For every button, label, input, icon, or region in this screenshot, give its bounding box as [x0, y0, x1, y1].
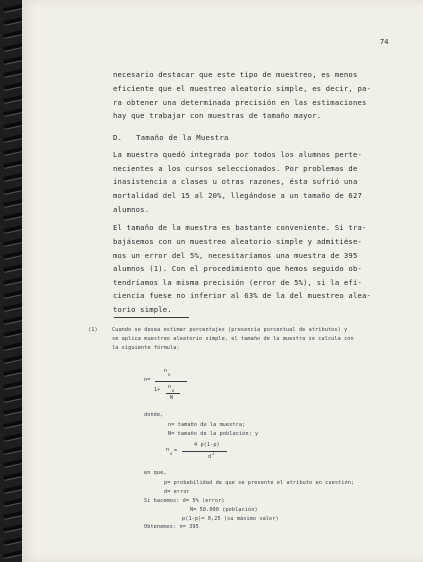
spiral-coil — [3, 498, 23, 506]
paragraph-2-line-3: inasistencia a clases u otras razones, ésta sufrió una — [113, 177, 358, 186]
paragraph-3-line-4: alumnos (1). Con el procedimiento que hemos seguido ob- — [113, 264, 362, 273]
document-page — [22, 0, 423, 562]
spiral-coil — [3, 56, 23, 64]
footnote-line-1: Cuando se desea estimar porcentajes (presencia porcentual de atributos) y — [112, 327, 348, 333]
paragraph-2-line-5: alumnos. — [113, 205, 150, 214]
spiral-coil — [3, 550, 23, 558]
spiral-coil — [3, 186, 23, 194]
section-heading: D. Tamaño de la Muestra — [113, 133, 229, 142]
spiral-coil — [3, 537, 23, 545]
spiral-coil — [3, 4, 23, 12]
footnote-rule — [114, 317, 189, 318]
formula-denominator-subscript: o — [172, 388, 175, 393]
spiral-coil — [3, 446, 23, 454]
spiral-coil — [3, 17, 23, 25]
spiral-coil — [3, 225, 23, 233]
spiral-coil — [3, 238, 23, 246]
spiral-coil — [3, 30, 23, 38]
spiral-coil — [3, 290, 23, 298]
definition-d: d= error — [164, 489, 190, 495]
formula-fraction-bar — [155, 381, 187, 382]
paragraph-3-line-6: ciencia fuese no inferior al 63% de la del muestreo alea- — [113, 291, 372, 300]
paragraph-3-line-2: bajásemos con un muestreo aleatorio simple y admitiése- — [113, 237, 362, 246]
n0-denominator: d — [208, 454, 212, 460]
definition-p: p= probabilidad de que se presente el atributo en cuestión; — [164, 480, 355, 486]
spiral-coil — [3, 381, 23, 389]
paragraph-1-line-2: eficiente que el muestreo aleatorio simple, es decir, pa- — [113, 84, 372, 93]
spiral-coil — [3, 329, 23, 337]
result-line: Obtenemos: n= 395 — [144, 524, 199, 530]
spiral-coil — [3, 485, 23, 493]
spiral-coil — [3, 147, 23, 155]
footnote-line-2: se aplica muestreo aleatorio simple, el tamaño de la muestra se calcula con — [112, 336, 354, 342]
n0-lhs: n — [166, 447, 170, 453]
spiral-coil — [3, 160, 23, 168]
spiral-coil — [3, 43, 23, 51]
spiral-coil — [3, 368, 23, 376]
n0-equals: = — [174, 448, 178, 454]
spiral-coil — [3, 251, 23, 259]
footnote-line-3: la siguiente fórmula: — [112, 345, 180, 351]
spiral-coil — [3, 121, 23, 129]
spiral-coil — [3, 173, 23, 181]
page-number: 74 — [380, 38, 389, 46]
spiral-coil — [3, 303, 23, 311]
footnote-marker: (1) — [88, 327, 98, 333]
spiral-coil — [3, 212, 23, 220]
en-que-label: en que, — [144, 470, 167, 476]
n0-denominator-superscript: 2 — [212, 451, 215, 456]
paragraph-1-line-4: hay que trabajar con muestras de tamaño mayor. — [113, 111, 322, 120]
spiral-coil — [3, 420, 23, 428]
formula-denominator-one-plus: 1+ — [154, 387, 161, 393]
formula-lhs: n= — [144, 377, 151, 383]
paragraph-3-line-7: torio simple. — [113, 305, 172, 314]
paragraph-2-line-1: La muestra quedó integrada por todos los alumnos perte- — [113, 150, 362, 159]
spiral-coil — [3, 459, 23, 467]
spiral-coil — [3, 524, 23, 532]
spiral-binding — [0, 0, 24, 562]
formula-numerator: n — [164, 368, 168, 374]
paragraph-1-line-3: ra obtener una determinada precisión en las estimaciones — [113, 98, 367, 107]
spiral-coil — [3, 472, 23, 480]
spiral-coil — [3, 134, 23, 142]
paragraph-3-line-5: tendríamos la misma precisión (error de 5%), si la efi- — [113, 278, 362, 287]
spiral-coil — [3, 95, 23, 103]
paragraph-1-line-1: necesario destacar que este tipo de muestreo, es menos — [113, 70, 358, 79]
n0-fraction-bar — [182, 451, 227, 452]
p-value: p(1-p)= 0,25 (su máximo valor) — [182, 516, 279, 522]
si-hacemos-line: Si hacemos: d= 5% (error) — [144, 498, 225, 504]
formula-denominator-N: N — [170, 395, 174, 401]
spiral-coil — [3, 277, 23, 285]
formula-denominator-n: n — [168, 384, 172, 390]
paragraph-3-line-3: mos un error del 5%, necesitaríamos una muestra de 395 — [113, 251, 358, 260]
spiral-coil — [3, 82, 23, 90]
paragraph-2-line-4: mortalidad del 15 al 20%, llegándose a un tamaño de 627 — [113, 191, 362, 200]
spiral-coil — [3, 355, 23, 363]
spiral-coil — [3, 394, 23, 402]
n0-lhs-subscript: o — [170, 451, 173, 456]
spiral-coil — [3, 69, 23, 77]
donde-label: donde, — [144, 412, 164, 418]
spiral-coil — [3, 433, 23, 441]
spiral-coil — [3, 316, 23, 324]
paragraph-3-line-1: El tamaño de la muestra es bastante conveniente. Si tra- — [113, 223, 367, 232]
formula-numerator-subscript: o — [168, 372, 171, 377]
spiral-coil — [3, 511, 23, 519]
spiral-coil — [3, 264, 23, 272]
spiral-coil — [3, 199, 23, 207]
population-value: N= 50.000 (población) — [190, 507, 258, 513]
definition-N: N= tamaño de la población; y — [168, 431, 259, 437]
paragraph-2-line-2: necientes a los cursos seleccionados. Por problemas de — [113, 164, 358, 173]
spiral-coil — [3, 342, 23, 350]
definition-n: n= tamaño de la muestra; — [168, 422, 246, 428]
spiral-coil — [3, 108, 23, 116]
n0-numerator: 4 p(1-p) — [194, 442, 220, 448]
spiral-coil — [3, 407, 23, 415]
formula-inner-fraction-bar — [166, 393, 180, 394]
